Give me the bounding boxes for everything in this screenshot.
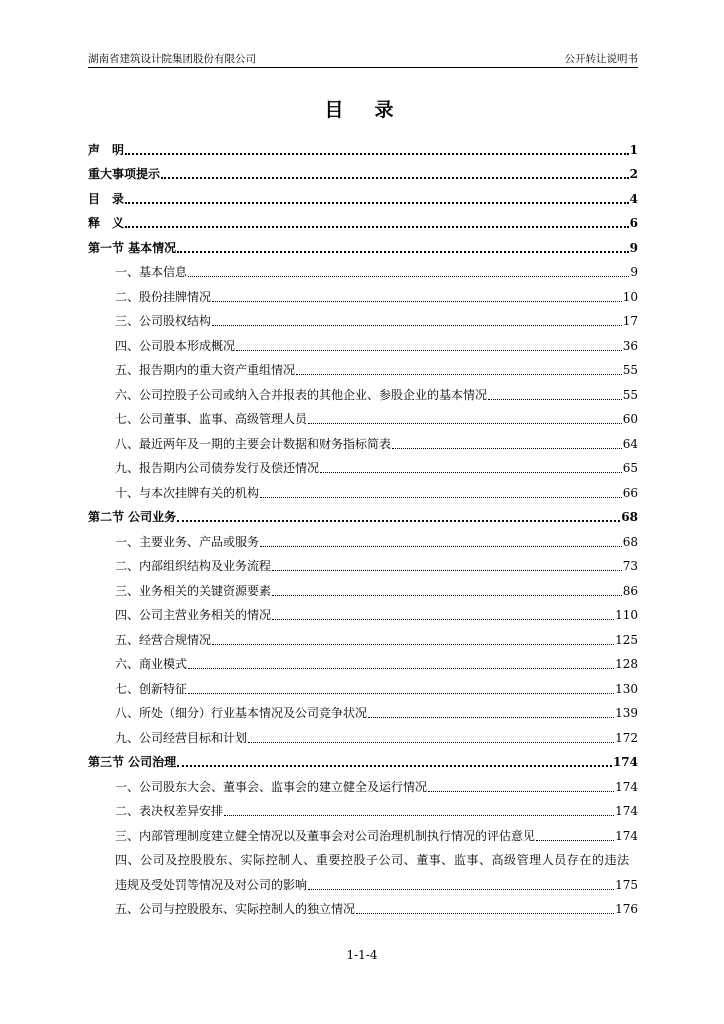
toc-entry-page: 64 xyxy=(622,436,638,451)
toc-entry-label: 释 义 xyxy=(88,216,125,230)
toc-leader-dots xyxy=(272,569,622,571)
toc-entry-label: 违规及受处罚等情况及对公司的影响 xyxy=(115,877,308,892)
toc-leader-dots xyxy=(368,716,614,718)
toc-leader-dots xyxy=(308,422,622,424)
toc-entry-wrapped-line2[interactable] xyxy=(88,868,638,893)
toc-entry-label: 七、公司董事、监事、高级管理人员 xyxy=(115,412,308,426)
page-header xyxy=(88,52,638,66)
toc-entry-label: 十、与本次挂牌有关的机构 xyxy=(115,485,260,500)
toc-leader-dots xyxy=(125,152,629,155)
toc-entry[interactable] xyxy=(88,354,638,379)
toc-entry-page: 10 xyxy=(622,289,638,304)
toc-entry-page: 172 xyxy=(615,730,638,745)
toc-entry-label: 声 明 xyxy=(88,142,125,157)
toc-entry[interactable] xyxy=(88,672,638,697)
header-company: 湖南省建筑设计院集团股份有限公司 xyxy=(88,53,256,65)
toc-entry-label: 三、公司股权结构 xyxy=(115,314,212,328)
toc-section-entry[interactable] xyxy=(88,207,638,232)
toc-entry[interactable] xyxy=(88,648,638,673)
toc-entry-label: 一、公司股东大会、董事会、监事会的建立健全及运行情况 xyxy=(115,779,428,794)
toc-entry-page: 68 xyxy=(621,510,638,524)
toc-entry-page: 130 xyxy=(615,681,638,696)
toc-entry-page: 55 xyxy=(622,387,638,402)
header-doc-type: 公开转让说明书 xyxy=(564,53,638,65)
toc-entry-label: 四、公司主营业务相关的情况 xyxy=(115,608,272,622)
toc-entry-label: 四、公司及控股股东、实际控制人、重要控股子公司、董事、监事、高级管理人员存在的违法 xyxy=(115,853,630,867)
toc-section-entry[interactable] xyxy=(88,501,638,526)
toc-entry-label: 第一节 基本情况 xyxy=(88,240,177,255)
toc-leader-dots xyxy=(188,692,614,694)
toc-entry[interactable] xyxy=(88,893,638,918)
toc-entry[interactable] xyxy=(88,452,638,477)
toc-leader-dots xyxy=(260,496,622,498)
toc-entry-label: 八、所处（细分）行业基本情况及公司竞争状况 xyxy=(115,706,368,720)
toc-leader-dots xyxy=(188,275,629,277)
toc-leader-dots xyxy=(224,814,614,816)
toc-entry-page: 4 xyxy=(629,191,638,206)
toc-entry-page: 1 xyxy=(629,142,638,157)
toc-entry-label: 四、公司股本形成概况 xyxy=(115,338,236,353)
toc-leader-dots xyxy=(212,324,622,326)
toc-leader-dots xyxy=(125,225,629,228)
toc-leader-dots xyxy=(161,176,629,179)
toc-entry-page: 2 xyxy=(629,167,638,181)
toc-entry[interactable] xyxy=(88,280,638,305)
toc-entry-label: 二、股份挂牌情况 xyxy=(115,289,212,304)
toc-entry[interactable] xyxy=(88,305,638,330)
toc-entry-label: 九、报告期内公司债券发行及偿还情况 xyxy=(115,461,320,475)
toc-entry[interactable] xyxy=(88,599,638,624)
toc-entry[interactable] xyxy=(88,697,638,722)
toc-leader-dots xyxy=(356,912,614,914)
toc-section-entry[interactable] xyxy=(88,231,638,256)
toc-leader-dots xyxy=(260,545,622,547)
toc-entry[interactable] xyxy=(88,770,638,795)
toc-entry-label: 二、内部组织结构及业务流程 xyxy=(115,559,272,573)
toc-entry-page: 36 xyxy=(622,338,638,353)
toc-leader-dots xyxy=(392,447,622,449)
toc-leader-dots xyxy=(272,594,622,596)
toc-entry[interactable] xyxy=(88,550,638,575)
toc-entry[interactable] xyxy=(88,795,638,820)
toc-entry[interactable] xyxy=(88,623,638,648)
toc-entry[interactable] xyxy=(88,378,638,403)
toc-entry-page: 86 xyxy=(622,583,638,598)
toc-entry-page: 139 xyxy=(615,706,638,720)
toc-leader-dots xyxy=(296,373,622,375)
toc-entry-label: 一、主要业务、产品或服务 xyxy=(115,534,260,549)
toc-entry-label: 七、创新特征 xyxy=(115,681,188,696)
toc-leader-dots xyxy=(188,667,614,669)
toc-entry-page: 9 xyxy=(630,265,638,279)
toc-entry-label: 五、经营合规情况 xyxy=(115,632,212,647)
toc-entry-page: 174 xyxy=(612,755,638,769)
toc-entry-label: 重大事项提示 xyxy=(88,167,161,181)
page-number: 1-1-4 xyxy=(346,948,378,962)
header-rule xyxy=(88,67,638,68)
toc-leader-dots xyxy=(177,764,612,767)
toc-entry-page: 125 xyxy=(615,632,638,647)
toc-leader-dots xyxy=(177,250,628,253)
toc-entry-page: 174 xyxy=(615,804,638,818)
toc-entry[interactable] xyxy=(88,427,638,452)
toc-entry-page: 174 xyxy=(615,779,638,794)
toc-entry[interactable] xyxy=(88,721,638,746)
toc-entry-page: 65 xyxy=(622,461,638,475)
toc-leader-dots xyxy=(125,201,629,204)
toc-section-entry[interactable] xyxy=(88,133,638,158)
toc-entry-page: 66 xyxy=(622,485,638,500)
toc-entry-label: 二、表决权差异安排 xyxy=(115,804,224,818)
toc-entry-label: 第二节 公司业务 xyxy=(88,510,177,524)
toc-leader-dots xyxy=(212,643,614,645)
toc-section-entry[interactable] xyxy=(88,746,638,771)
toc-entry-label: 九、公司经营目标和计划 xyxy=(115,730,248,745)
toc-leader-dots xyxy=(272,618,614,620)
toc-entry-label: 三、内部管理制度建立健全情况以及董事会对公司治理机制执行情况的评估意见 xyxy=(115,828,536,843)
toc-leader-dots xyxy=(488,398,622,400)
toc-entry-page: 60 xyxy=(622,412,638,426)
toc-entry[interactable] xyxy=(88,819,638,844)
toc-entry-page: 110 xyxy=(615,608,638,622)
toc-entry[interactable] xyxy=(88,256,638,281)
toc-leader-dots xyxy=(320,471,622,473)
toc-entry-page: 6 xyxy=(629,216,638,230)
toc-entry-label: 第三节 公司治理 xyxy=(88,755,177,769)
toc-entry-page: 73 xyxy=(622,559,638,573)
toc-entry-label: 一、基本信息 xyxy=(115,265,188,279)
toc-entry-label: 目 录 xyxy=(88,191,125,206)
toc-leader-dots xyxy=(212,300,622,302)
page-title: 目 录 xyxy=(324,99,400,121)
toc-leader-dots xyxy=(248,741,614,743)
toc-leader-dots xyxy=(536,839,614,841)
toc-section-entry[interactable] xyxy=(88,158,638,183)
toc-entry[interactable] xyxy=(88,525,638,550)
toc-entry[interactable] xyxy=(88,574,638,599)
toc-leader-dots xyxy=(177,519,620,522)
toc-entry[interactable] xyxy=(88,476,638,501)
toc-entry-page: 55 xyxy=(622,363,638,377)
toc-entry-label: 八、最近两年及一期的主要会计数据和财务指标简表 xyxy=(115,436,392,451)
toc-entry-page: 174 xyxy=(615,828,638,843)
toc-entry-wrapped-line1[interactable] xyxy=(88,844,638,869)
toc-entry-label: 五、报告期内的重大资产重组情况 xyxy=(115,363,296,377)
toc-entry-page: 175 xyxy=(615,877,638,892)
toc-leader-dots xyxy=(236,349,622,351)
toc-entry-page: 68 xyxy=(622,534,638,549)
toc-entry-label: 三、业务相关的关键资源要素 xyxy=(115,583,272,598)
toc-entry-page: 128 xyxy=(615,657,638,671)
toc-entry-label: 六、商业模式 xyxy=(115,657,188,671)
toc-entry-page: 176 xyxy=(615,902,638,916)
toc-entry[interactable] xyxy=(88,403,638,428)
table-of-contents xyxy=(88,133,638,917)
toc-entry-page: 17 xyxy=(622,314,638,328)
toc-section-entry[interactable] xyxy=(88,182,638,207)
toc-entry-label: 六、公司控股子公司或纳入合并报表的其他企业、参股企业的基本情况 xyxy=(115,387,488,402)
toc-entry-label: 五、公司与控股股东、实际控制人的独立情况 xyxy=(115,902,356,916)
toc-entry-page: 9 xyxy=(629,240,638,255)
toc-leader-dots xyxy=(308,888,614,890)
toc-entry[interactable] xyxy=(88,329,638,354)
toc-leader-dots xyxy=(428,790,614,792)
